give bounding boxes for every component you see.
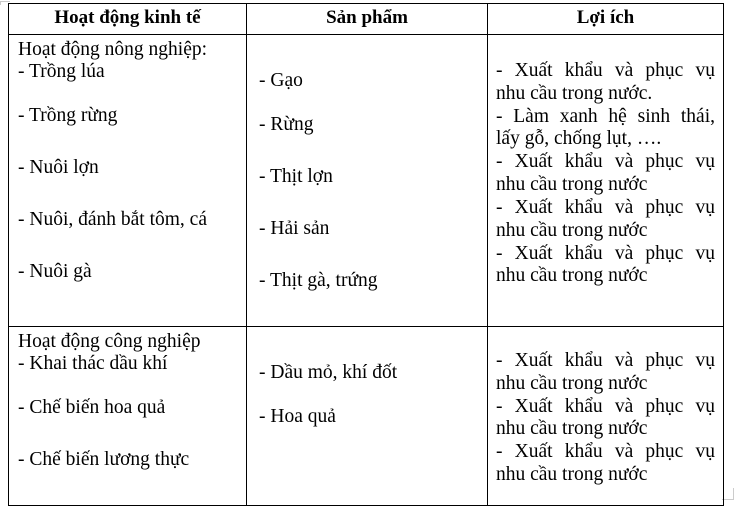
activity-item-fruit-processing: - Chế biến hoa quả xyxy=(18,396,166,418)
cell-agriculture-benefits xyxy=(488,35,724,327)
benefit-item-export-domestic-5 xyxy=(496,350,715,396)
product-item-forest: - Rừng xyxy=(259,114,314,135)
benefit-line-2: nhu cầu trong nước xyxy=(496,372,648,394)
cell-industry-activities xyxy=(9,327,247,506)
industry-product-list xyxy=(247,327,487,462)
product-item-rice-grain: - Gạo xyxy=(259,70,303,91)
product-item-chicken-eggs: - Thịt gà, trứng xyxy=(259,270,378,291)
benefit-line-1: - Xuất khẩu và phục vụ xyxy=(496,151,715,173)
benefit-line-1: - Xuất khẩu và phục vụ xyxy=(496,60,715,81)
activity-item-shrimp-fish: - Nuôi, đánh bắt tôm, cá xyxy=(18,208,207,230)
benefit-item-export-domestic-2 xyxy=(496,151,715,197)
activity-item-forestry: - Trồng rừng xyxy=(18,104,118,126)
header-row xyxy=(9,4,724,35)
benefit-line-2: lấy gỗ, chống lụt, …. xyxy=(496,128,662,150)
activity-item-food-processing: - Chế biến lương thực xyxy=(18,448,190,470)
benefit-line-2: nhu cầu trong nước xyxy=(496,219,648,241)
benefit-line-2: nhu cầu trong nước. xyxy=(496,82,653,104)
product-item-pork: - Thịt lợn xyxy=(259,166,333,187)
activity-item-rice: - Trồng lúa xyxy=(18,60,105,82)
activity-item-chicken-farming: - Nuôi gà xyxy=(18,260,92,282)
cell-agriculture-activities xyxy=(9,35,247,327)
activity-item-pig-farming: - Nuôi lợn xyxy=(18,156,99,178)
activity-item-oil-gas-extraction: - Khai thác dầu khí xyxy=(18,352,168,374)
product-spacer-top xyxy=(259,39,482,70)
column-header-economic-activity: Hoạt động kinh tế xyxy=(9,4,247,35)
benefit-item-export-domestic-7 xyxy=(496,441,715,487)
benefit-item-export-domestic-3 xyxy=(496,197,715,243)
column-header-product: Sản phẩm xyxy=(247,4,488,35)
cell-agriculture-products xyxy=(247,35,488,327)
product-item-crude-oil-gas: - Dầu mỏ, khí đốt xyxy=(259,362,398,383)
benefit-line-1: - Xuất khẩu và phục vụ xyxy=(496,242,715,264)
benefit-line-2: nhu cầu trong nước xyxy=(496,265,648,287)
agriculture-benefit-list xyxy=(488,35,723,292)
benefit-line-1: - Làm xanh hệ sinh thái, xyxy=(496,105,715,127)
table-body xyxy=(9,35,724,506)
benefit-item-export-domestic-4 xyxy=(496,243,715,289)
benefit-item-export-domestic-1 xyxy=(496,60,715,106)
product-spacer-top xyxy=(259,331,482,362)
benefit-line-2: nhu cầu trong nước xyxy=(496,418,648,440)
benefit-line-1: - Xuất khẩu và phục vụ xyxy=(496,350,715,371)
cell-industry-benefits xyxy=(488,327,724,506)
product-item-seafood: - Hải sản xyxy=(259,218,330,239)
cell-industry-products xyxy=(247,327,488,506)
industry-activity-list xyxy=(9,327,246,505)
table-header xyxy=(9,4,724,35)
table-row-industry xyxy=(9,327,724,506)
benefit-spacer-top xyxy=(496,38,715,60)
economic-activity-table xyxy=(8,3,724,506)
benefit-spacer-top xyxy=(496,330,715,350)
benefit-line-2: nhu cầu trong nước xyxy=(496,174,648,196)
industry-section-heading: Hoạt động công nghiệp xyxy=(18,331,201,352)
agriculture-activity-list xyxy=(9,35,246,317)
benefit-item-export-domestic-6 xyxy=(496,396,715,442)
agriculture-section-heading: Hoạt động nông nghiệp: xyxy=(18,39,208,60)
column-header-benefit: Lợi ích xyxy=(488,4,724,35)
benefit-line-1: - Xuất khẩu và phục vụ xyxy=(496,395,715,417)
benefit-line-1: - Xuất khẩu và phục vụ xyxy=(496,441,715,463)
benefit-line-1: - Xuất khẩu và phục vụ xyxy=(496,196,715,218)
benefit-item-ecosystem xyxy=(496,106,715,152)
product-item-fruit: - Hoa quả xyxy=(259,406,336,427)
table-row-agriculture xyxy=(9,35,724,327)
agriculture-product-list xyxy=(247,35,487,326)
industry-benefit-list xyxy=(488,327,723,491)
benefit-line-2: nhu cầu trong nước xyxy=(496,464,648,486)
